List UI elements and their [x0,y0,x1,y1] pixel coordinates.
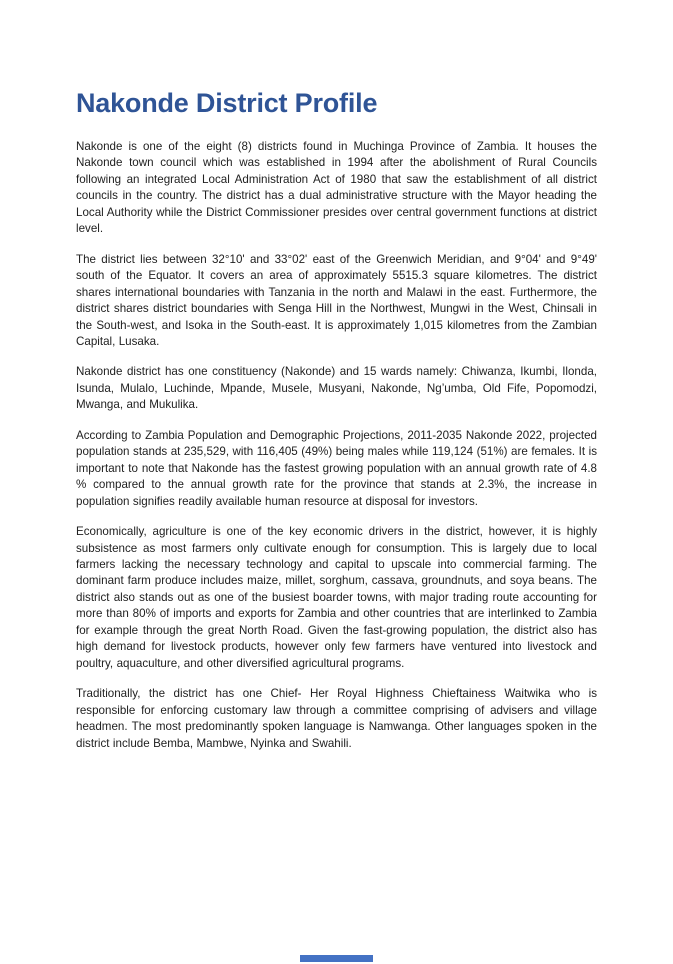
body-paragraph-population: According to Zambia Population and Demographic Projections, 2011-2035 Nakonde 2022, projected population stands at 235,529, with 116,405 (49%) being males while 119,124 (51%) are females. It is important to note that Nakonde has the fastest growing population with an annual growth rate of 4.8 % compared to the annual growth rate for the province that stands at 2.3%, the increase in population signifies readily available human resource at disposal for investors. [76,428,597,508]
body-paragraph-geography: The district lies between 32°10' and 33°02' east of the Greenwich Meridian, and 9°04' and 9°49' south of the Equator. It covers an area of approximately 5515.3 square kilometres. The district shares international boundaries with Tanzania in the north and Malawi in the east. Furthermore, the district shares district boundaries with Senga Hill in the Northwest, Mungwi in the West, Chinsali in the South-west, and Isoka in the South-east. It is approximately 1,015 kilometres from the Zambian Capital, Lusaka. [76,252,597,348]
horizontal-scrollbar-thumb[interactable] [300,955,373,962]
body-paragraph-intro: Nakonde is one of the eight (8) districts found in Muchinga Province of Zambia. It houses the Nakonde town council which was established in 1994 after the abolishment of Rural Councils following an integrated Local Administration Act of 1980 that saw the establishment of all district councils in the country. The district has a dual administrative structure with the Mayor heading the Local Authority while the District Commissioner presides over central government functions at district level. [76,140,597,236]
page-title: Nakonde District Profile [76,88,378,118]
body-paragraph-economy: Economically, agriculture is one of the key economic drivers in the district, however, it is highly subsistence as most farmers only cultivate enough for consumption. This is largely due to local farmers lacking the necessary technology and capital to upscale into commercial farming. The dominant farm produce includes maize, millet, sorghum, cassava, groundnuts, and soya beans. The district also stands out as one of the busiest boarder towns, with major trading route accounting for more than 80% of imports and exports for Zambia and other countries that are interlinked to Zambia for example through the great North Road. Given the fast-growing population, the district also has high demand for livestock products, however only few farmers have ventured into livestock and poultry, aquaculture, and other diversified agricultural programs. [76,525,597,670]
body-paragraph-tradition: Traditionally, the district has one Chief- Her Royal Highness Chieftainess Waitwika who is responsible for enforcing customary law through a committee comprising of advisers and village headmen. The most predominantly spoken language is Namwanga. Other languages spoken in the district include Bemba, Mambwe, Nyinka and Swahili. [76,687,597,750]
body-paragraph-wards: Nakonde district has one constituency (Nakonde) and 15 wards namely: Chiwanza, Ikumbi, Ilonda, Isunda, Mulalo, Luchinde, Mpande, Musele, Musyani, Nakonde, Ng’umba, Old Fife, Popomodzi, Mwanga, and Mukulika. [76,365,597,412]
